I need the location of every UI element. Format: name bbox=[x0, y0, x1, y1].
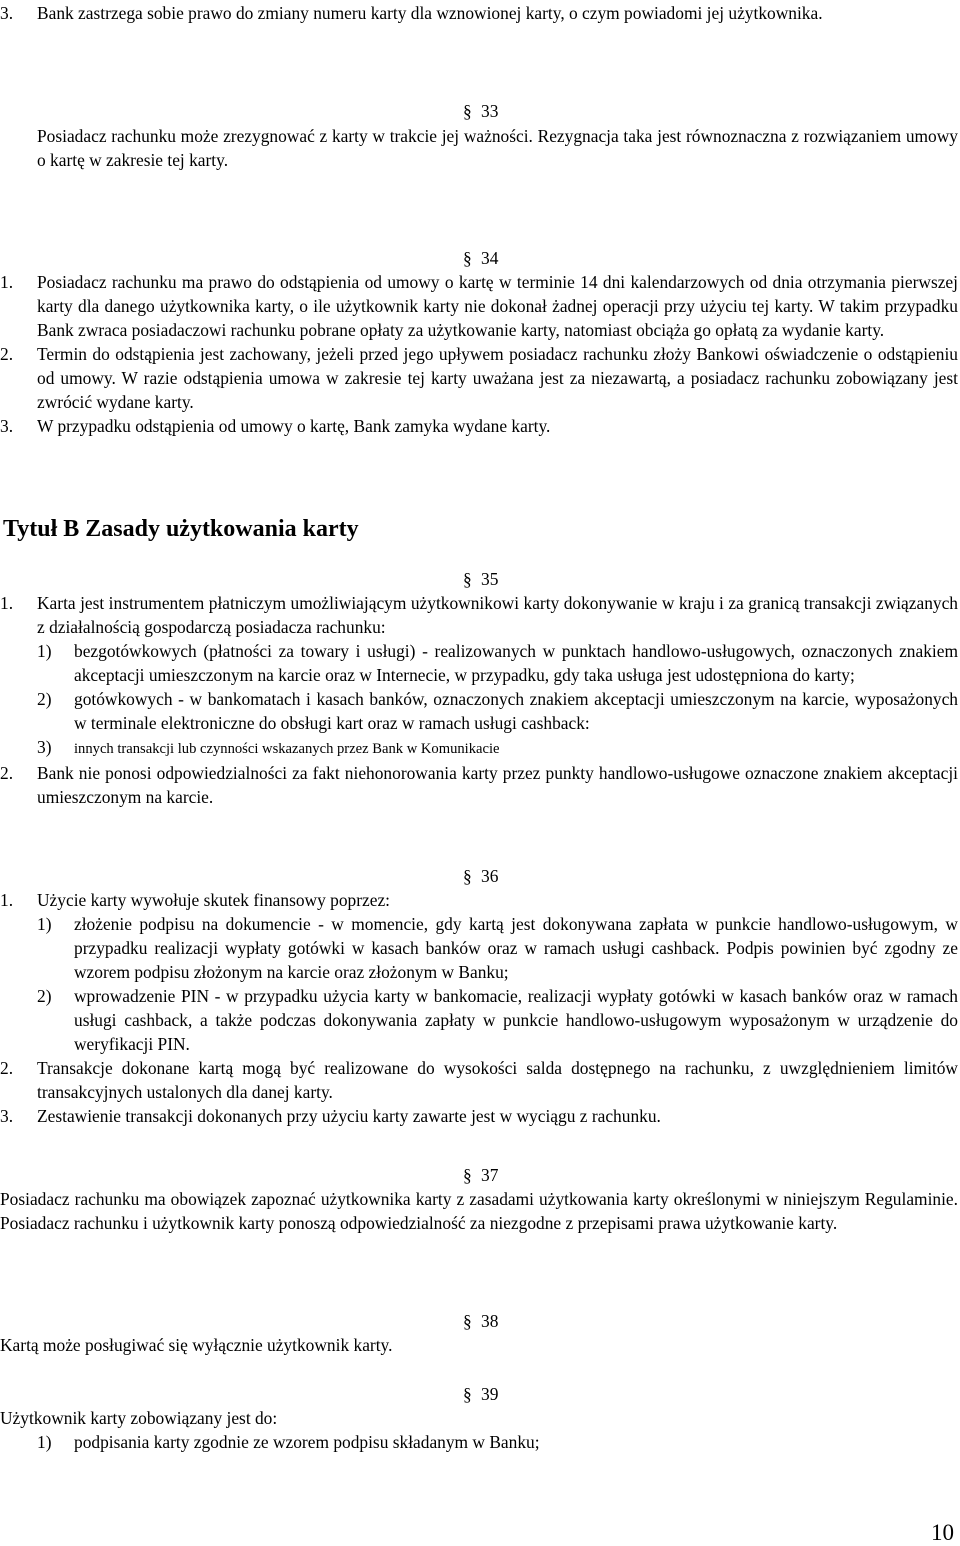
section-symbol: § bbox=[463, 1384, 472, 1404]
sub-list-item bbox=[0, 912, 958, 984]
item-text: podpisania karty zgodnie ze wzorem podpisu składanym w Banku; bbox=[74, 1432, 540, 1452]
item-number: 2. bbox=[0, 1058, 14, 1078]
list-item bbox=[0, 414, 958, 438]
sub-item-text: bezgotówkowych (płatności za towary i usługi) - realizowanych w punktach handlowo-usługowych, oznaczonych znakiem akceptacji umieszczonym na karcie oraz w Internecie, w przypadku, gdy taka usługa jest udostępniona do karty; bbox=[74, 641, 958, 685]
section-36-body bbox=[0, 888, 958, 1128]
list-item bbox=[0, 761, 958, 809]
item-text: Zestawienie transakcji dokonanych przy użyciu karty zawarte jest w wyciągu z rachunku. bbox=[37, 1106, 661, 1126]
item-text: Termin do odstąpienia jest zachowany, jeżeli przed jego upływem posiadacz rachunku złoży Bankowi oświadczenie o odstąpieniu od umowy. W razie odstąpienia umowa w zakresie tej karty uważana jest za niezawartą, a posiadacz rachunku zobowiązany jest zwrócić wydane karty. bbox=[37, 344, 958, 412]
sub-list-item bbox=[0, 735, 958, 761]
sub-item-number: 3) bbox=[37, 737, 52, 757]
item-text: Transakcje dokonane kartą mogą być realizowane do wysokości salda dostępnego na rachunku, z uwzględnieniem limitów transakcyjnych ustalonych dla danej karty. bbox=[37, 1058, 958, 1102]
item-number: 1. bbox=[0, 272, 14, 292]
section-heading-38 bbox=[463, 1309, 523, 1333]
list-item bbox=[0, 270, 958, 342]
item-text: Bank zastrzega sobie prawo do zmiany numeru karty dla wznowionej karty, o czym powiadomi jej użytkownika. bbox=[37, 3, 823, 23]
list-item bbox=[0, 342, 958, 414]
section-number: 39 bbox=[481, 1384, 499, 1404]
section-heading-33 bbox=[463, 99, 523, 123]
list-item bbox=[0, 1104, 958, 1128]
section-heading-39 bbox=[463, 1382, 523, 1406]
section-34-body bbox=[0, 270, 958, 438]
sub-list-item bbox=[0, 687, 958, 735]
item-number: 1. bbox=[0, 593, 14, 613]
list-item bbox=[0, 591, 958, 639]
sub-item-text: innych transakcji lub czynności wskazanych przez Bank w Komunikacie bbox=[74, 741, 500, 757]
paragraph: Użytkownik karty zobowiązany jest do: bbox=[0, 1408, 278, 1428]
section-number: 36 bbox=[481, 866, 499, 886]
section-37-body bbox=[0, 1187, 958, 1235]
item-number: 3. bbox=[0, 1106, 14, 1126]
section-39-body bbox=[0, 1406, 958, 1454]
section-symbol: § bbox=[463, 866, 472, 886]
item-text: W przypadku odstąpienia od umowy o kartę, Bank zamyka wydane karty. bbox=[37, 416, 551, 436]
paragraph: Posiadacz rachunku ma obowiązek zapoznać użytkownika karty z zasadami użytkowania karty określonymi w niniejszym Regulaminie. Posiadacz rachunku i użytkownik karty ponoszą odpowiedzialność za niezgodne z przepisami prawa użytkowanie karty. bbox=[0, 1189, 958, 1233]
list-item bbox=[0, 1430, 958, 1454]
list-item bbox=[0, 1056, 958, 1104]
item-number: 3. bbox=[0, 416, 14, 436]
section-38-body bbox=[0, 1333, 958, 1357]
section-number: 37 bbox=[481, 1165, 499, 1185]
section-symbol: § bbox=[463, 1311, 472, 1331]
sub-list-item bbox=[0, 639, 958, 687]
sub-item-number: 1) bbox=[37, 641, 52, 661]
section-heading-37 bbox=[463, 1163, 523, 1187]
page-number: 10 bbox=[931, 1520, 954, 1545]
list-item bbox=[0, 1, 958, 25]
section-heading-35 bbox=[463, 567, 523, 591]
part-title: Tytuł B Zasady użytkowania karty bbox=[3, 516, 359, 542]
section-symbol: § bbox=[463, 569, 472, 589]
item-number: 1) bbox=[37, 1432, 52, 1452]
sub-list-item bbox=[0, 984, 958, 1056]
section-33-body bbox=[0, 124, 958, 172]
sub-item-number: 2) bbox=[37, 986, 52, 1006]
section-heading-36 bbox=[463, 864, 523, 888]
item-text: Karta jest instrumentem płatniczym umożliwiającym użytkownikowi karty dokonywanie w kraju i za granicą transakcji związanych z działalnością gospodarczą posiadacza rachunku: bbox=[37, 593, 958, 637]
item-number: 3. bbox=[0, 3, 14, 23]
item-text: Użycie karty wywołuje skutek finansowy poprzez: bbox=[37, 890, 391, 910]
item-number: 2. bbox=[0, 344, 14, 364]
section-number: 34 bbox=[481, 248, 499, 268]
section-number: 38 bbox=[481, 1311, 499, 1331]
list-item bbox=[0, 888, 958, 912]
section-symbol: § bbox=[463, 101, 472, 121]
item-number: 2. bbox=[0, 763, 14, 783]
section-heading-34 bbox=[463, 246, 523, 270]
section-number: 33 bbox=[481, 101, 499, 121]
sub-item-text: gotówkowych - w bankomatach i kasach banków, oznaczonych znakiem akceptacji umieszczonym na karcie, wyposażonych w terminale elektroniczne do obsługi kart oraz w ramach usługi cashback: bbox=[74, 689, 958, 733]
item-text: Bank nie ponosi odpowiedzialności za fakt niehonorowania karty przez punkty handlowo-usługowe oznaczone znakiem akceptacji umieszczonym na karcie. bbox=[37, 763, 958, 807]
item-text: Posiadacz rachunku ma prawo do odstąpienia od umowy o kartę w terminie 14 dni kalendarzowych od dnia otrzymania pierwszej karty dla danego użytkownika karty, o ile użytkownik karty nie dokonał żadnej operacji przy użyciu tej karty. W takim przypadku Bank zwraca posiadaczowi rachunku pobrane opłaty za użytkowanie karty, natomiast obciąża go opłatą za wydanie karty. bbox=[37, 272, 958, 340]
section-35-body bbox=[0, 591, 958, 809]
sub-item-text: złożenie podpisu na dokumencie - w momencie, gdy kartą jest dokonywana zapłata w punkcie handlowo-usługowym, w przypadku realizacji wypłaty gotówki w kasach banków oraz w ramach usługi cashback. Podpis powinien być zgodny ze wzorem podpisu złożonym na karcie oraz złożonym w Banku; bbox=[74, 914, 958, 982]
paragraph: Kartą może posługiwać się wyłącznie użytkownik karty. bbox=[0, 1335, 393, 1355]
paragraph: Posiadacz rachunku może zrezygnować z karty w trakcie jej ważności. Rezygnacja taka jest równoznaczna z rozwiązaniem umowy o kartę w zakresie tej karty. bbox=[37, 126, 958, 170]
item-number: 1. bbox=[0, 890, 14, 910]
sub-item-number: 1) bbox=[37, 914, 52, 934]
sub-item-text: wprowadzenie PIN - w przypadku użycia karty w bankomacie, realizacji wypłaty gotówki w kasach banków oraz w ramach usługi cashback, a także podczas dokonywania zapłaty w punkcie handlowo-usługowym wyposażonym w urządzenie do weryfikacji PIN. bbox=[74, 986, 958, 1054]
section-symbol: § bbox=[463, 248, 472, 268]
section-number: 35 bbox=[481, 569, 499, 589]
section-symbol: § bbox=[463, 1165, 472, 1185]
sub-item-number: 2) bbox=[37, 689, 52, 709]
